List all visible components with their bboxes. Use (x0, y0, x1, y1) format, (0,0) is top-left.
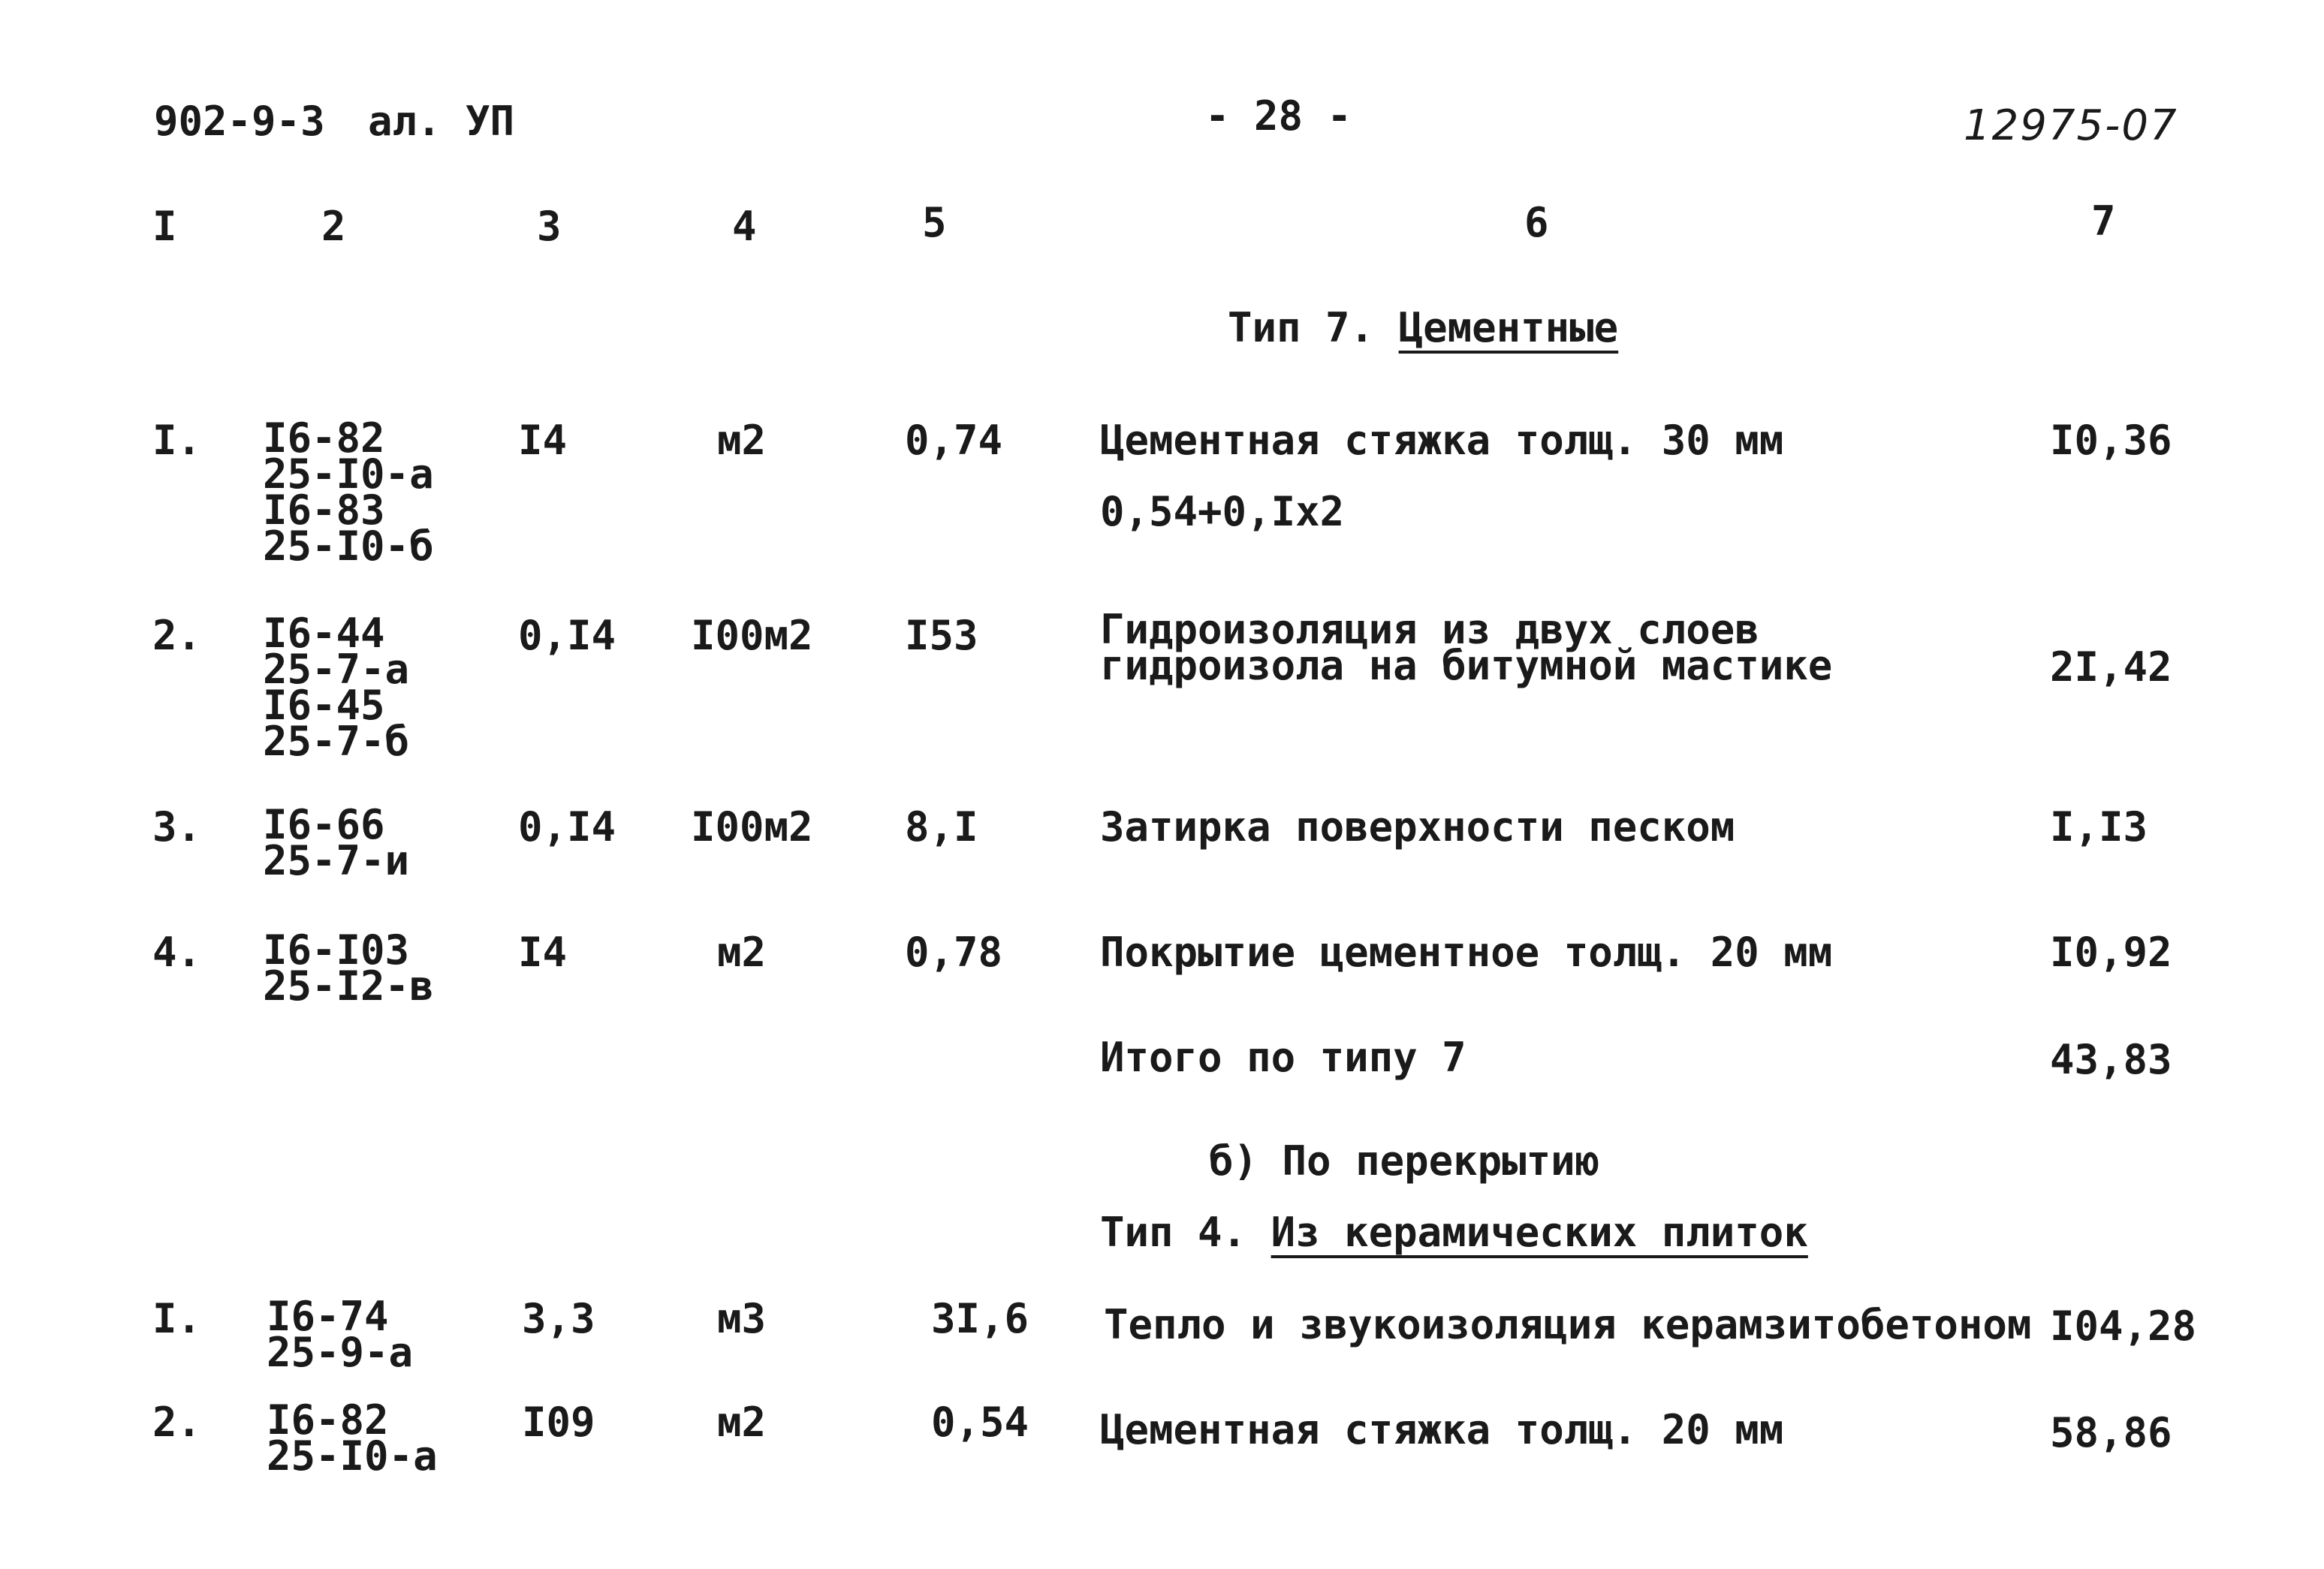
norm-code: I6-45 (263, 682, 385, 729)
work-description: Тепло и звукоизоляция керамзитобетоном (1104, 1301, 2032, 1348)
norm-code: I6-82 (263, 414, 385, 462)
row-total: I,I3 (2050, 803, 2148, 851)
row-total: 58,86 (2050, 1409, 2172, 1456)
work-description: Цементная стяжка толщ. 20 мм (1100, 1406, 1784, 1453)
row-number: 2. (152, 612, 202, 659)
unit: м2 (717, 1399, 767, 1446)
type-total-label: Итого по типу 7 (1100, 1034, 1466, 1081)
row-number: 3. (152, 803, 202, 851)
section-prefix: Тип 4. (1100, 1209, 1247, 1256)
unit: м2 (717, 929, 767, 976)
work-description: Покрытие цементное толщ. 20 мм (1100, 929, 1833, 976)
row-total: I0,92 (2050, 929, 2172, 976)
norm-code: I6-I03 (263, 926, 410, 974)
norm-code: 25-I2-в (263, 962, 434, 1010)
norm-code: 25-I0-а (263, 450, 434, 498)
column-number-7: 7 (2091, 197, 2116, 245)
norm-code: 25-7-б (263, 718, 410, 765)
page-number: - 28 - (1205, 92, 1352, 140)
column-number-2: 2 (321, 203, 346, 250)
column-number-6: 6 (1524, 199, 1549, 246)
norm-codes (263, 801, 410, 884)
unit-rate: I53 (905, 612, 978, 659)
work-description: Цементная стяжка толщ. 30 мм (1100, 417, 1784, 464)
unit: I00м2 (691, 803, 813, 851)
unit-rate: 3I,6 (931, 1295, 1029, 1342)
unit-rate: 0,74 (905, 417, 1003, 464)
unit-rate: 8,I (905, 803, 978, 851)
unit-rate: 0,54 (931, 1399, 1029, 1446)
doc-number-handwritten: 12975-07 (1964, 101, 2178, 150)
work-description: Гидроизоляция из двух слоев гидроизола на битумной мастике (1100, 606, 1833, 689)
quantity: 3,3 (522, 1295, 595, 1342)
norm-code: 25-9-а (267, 1329, 414, 1376)
norm-code: 25-I0-а (267, 1432, 438, 1480)
unit: м3 (717, 1295, 767, 1342)
unit: I00м2 (691, 612, 813, 659)
section-name: Из керамических плиток (1271, 1209, 1808, 1256)
norm-code: 25-7-и (263, 837, 410, 884)
work-description: Затирка поверхности песком (1100, 803, 1735, 851)
norm-code: 25-7-а (263, 646, 410, 693)
subsection-heading: б) По перекрытию (1209, 1137, 1600, 1185)
section-prefix: Тип 7. (1228, 304, 1375, 351)
quantity: I4 (518, 417, 568, 464)
norm-code: I6-82 (267, 1396, 389, 1444)
unit: м2 (717, 417, 767, 464)
type-total-value: 43,83 (2050, 1036, 2172, 1083)
calculation-note: 0,54+0,Iх2 (1100, 488, 1345, 535)
section-heading-type7 (1228, 304, 1619, 351)
quantity: I4 (518, 929, 568, 976)
norm-code: I6-83 (263, 486, 385, 534)
column-number-3: 3 (537, 203, 562, 250)
norm-code: I6-74 (267, 1293, 389, 1340)
album-number: ал. УП (368, 98, 515, 145)
column-number-4: 4 (732, 203, 757, 250)
document-code: 902-9-3 (154, 98, 325, 145)
norm-codes (267, 1293, 414, 1376)
norm-codes (267, 1396, 438, 1480)
row-total: I0,36 (2050, 417, 2172, 464)
norm-code: I6-66 (263, 801, 385, 848)
section-heading-type4 (1100, 1209, 1808, 1256)
norm-codes (263, 610, 410, 765)
norm-code: 25-I0-б (263, 522, 434, 570)
quantity: 0,I4 (518, 803, 616, 851)
row-total: I04,28 (2050, 1302, 2197, 1350)
column-number-1: I (152, 203, 177, 250)
row-number: I. (152, 1295, 202, 1342)
norm-code: I6-44 (263, 610, 385, 657)
norm-codes (263, 926, 434, 1010)
row-number: I. (152, 417, 202, 464)
unit-rate: 0,78 (905, 929, 1003, 976)
row-number: 2. (152, 1399, 202, 1446)
norm-codes (263, 414, 434, 570)
row-total: 2I,42 (2050, 643, 2172, 691)
section-name: Цементные (1398, 304, 1619, 351)
quantity: I09 (522, 1399, 595, 1446)
row-number: 4. (152, 929, 202, 976)
column-number-5: 5 (922, 199, 947, 246)
quantity: 0,I4 (518, 612, 616, 659)
